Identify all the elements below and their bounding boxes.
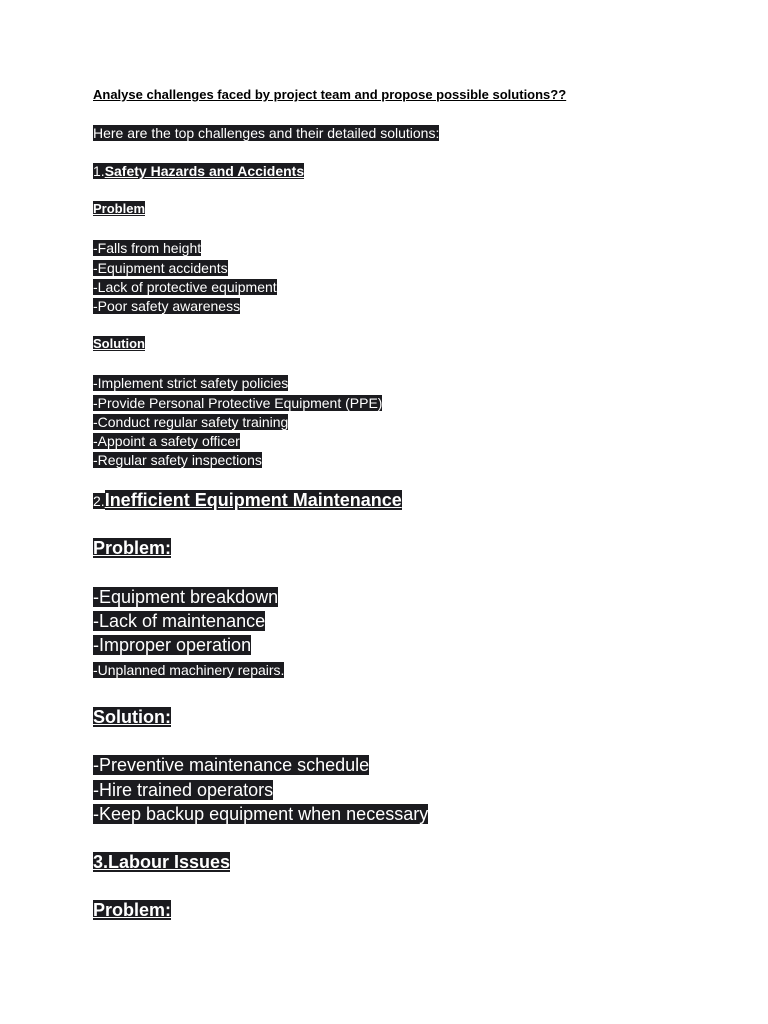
section-1-solution-label-line [93,337,145,352]
list-item [93,395,382,411]
section-1-problem-2: -Equipment accidents [93,260,228,276]
list-item [93,433,240,449]
section-3-problem-label-line [93,900,171,921]
section-2-number: 2. [93,493,105,509]
list-item [93,804,428,825]
section-2-solution-3: -Keep backup equipment when necessary [93,804,429,824]
section-1-problem-label: Problem [93,201,146,216]
section-1-solution-4: -Appoint a safety officer [93,433,240,449]
question-text: Analyse challenges faced by project team and propose possible solutions?? [93,87,567,102]
list-item [93,298,240,314]
intro-text: Here are the top challenges and their detailed solutions: [93,125,440,141]
section-2-problem-label: Problem: [93,538,172,558]
section-2-title: Inefficient Equipment Maintenance [104,490,402,510]
section-3-heading [93,852,230,873]
section-2-solution-1: -Preventive maintenance schedule [93,755,370,775]
section-2-problem-3: -Improper operation [93,635,252,655]
section-2-problem-4: -Unplanned machinery repairs. [93,662,285,678]
question-heading [93,88,566,103]
list-item [93,587,278,608]
list-item [93,780,273,801]
section-3-title: 3.Labour Issues [93,852,231,872]
section-2-problem-label-line [93,538,171,559]
list-item [93,662,284,678]
section-1-heading [93,163,304,179]
section-2-solution-2: -Hire trained operators [93,780,274,800]
list-item [93,414,288,430]
section-1-solution-5: -Regular safety inspections [93,452,262,468]
section-1-number: 1. [93,163,105,179]
section-1-problem-4: -Poor safety awareness [93,298,241,314]
list-item [93,375,288,391]
list-item [93,755,369,776]
section-2-problem-2: -Lack of maintenance [93,611,266,631]
section-1-problem-3: -Lack of protective equipment [93,279,277,295]
section-1-title: Safety Hazards and Accidents [104,163,305,179]
section-1-problem-1: -Falls from height [93,240,202,256]
section-2-problem-1: -Equipment breakdown [93,587,279,607]
section-1-solution-1: -Implement strict safety policies [93,375,289,391]
list-item [93,279,277,295]
section-1-problem-label-line [93,202,145,217]
list-item [93,240,201,256]
section-1-solution-2: -Provide Personal Protective Equipment (PPE) [93,395,383,411]
section-2-solution-label-line [93,707,171,728]
list-item [93,452,262,468]
list-item [93,611,265,632]
section-1-solution-3: -Conduct regular safety training [93,414,289,430]
section-2-solution-label: Solution: [93,707,171,727]
section-2-heading [93,490,402,511]
list-item [93,635,251,656]
intro-line [93,125,439,141]
list-item [93,260,228,276]
section-1-solution-label: Solution [93,336,145,351]
section-3-problem-label: Problem: [93,900,172,920]
